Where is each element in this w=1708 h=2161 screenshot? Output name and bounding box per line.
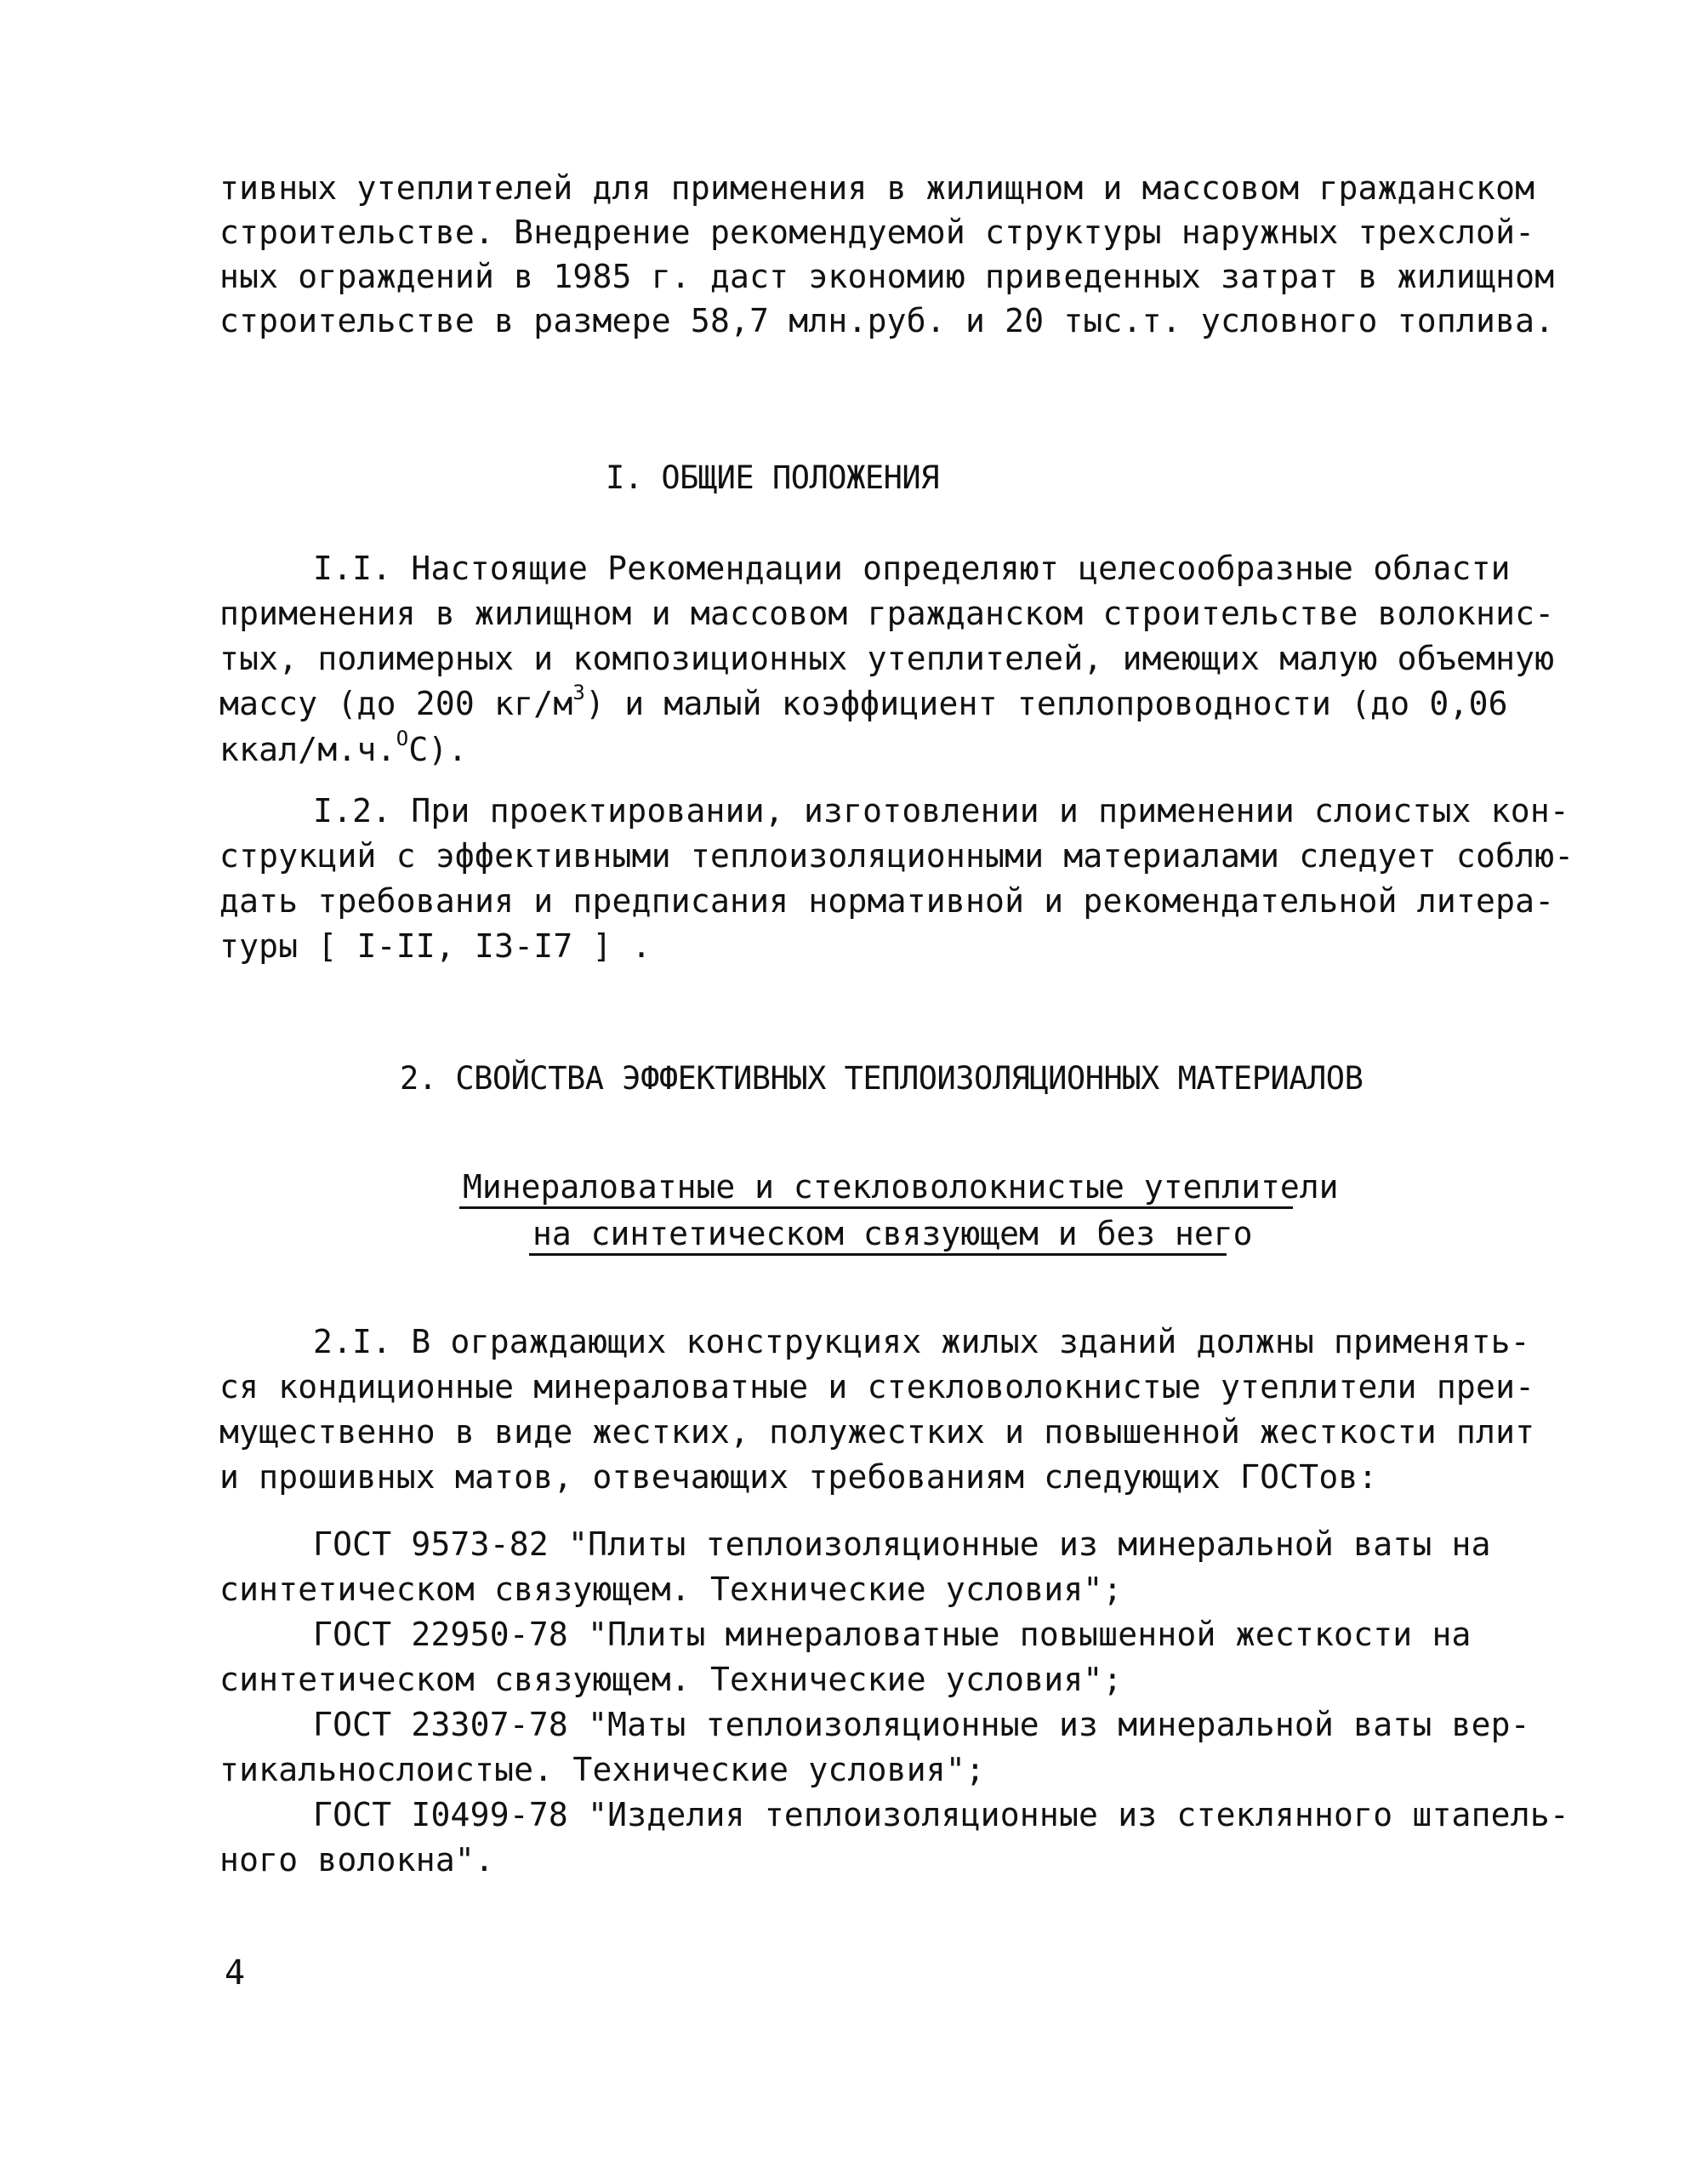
text-line: тых, полимерных и композиционных утеплителей, имеющих малую объемную bbox=[219, 640, 1555, 677]
subheading-line-2: на синтетическом связующем и без него bbox=[532, 1215, 1253, 1252]
text-line: ных ограждений в 1985 г. даст экономию приведенных затрат в жилищном bbox=[219, 258, 1555, 295]
text-line: I.2. При проектировании, изготовлении и применении слоистых кон- bbox=[313, 792, 1569, 830]
text-line: туры [ I-II, I3-I7 ] . bbox=[219, 927, 652, 965]
text-line: синтетическом связующем. Технические условия"; bbox=[219, 1661, 1123, 1698]
text-segment: ккал/м.ч. bbox=[219, 731, 396, 768]
superscript: О bbox=[396, 727, 409, 750]
text-line: 2.I. В ограждающих конструкциях жилых зданий должны применять- bbox=[313, 1323, 1530, 1360]
text-line: дать требования и предписания нормативной и рекомендательной литера- bbox=[219, 882, 1555, 920]
text-line: мущественно в виде жестких, полужестких и повышенной жесткости плит bbox=[219, 1413, 1535, 1451]
text-line: I.I. Настоящие Рекомендации определяют целесообразные области bbox=[313, 550, 1511, 587]
text-line: тивных утеплителей для применения в жилищном и массовом гражданском bbox=[219, 169, 1535, 207]
subheading-line-1: Минераловатные и стекловолокнистые утеплители bbox=[463, 1168, 1339, 1206]
gost-item: ГОСТ 23307-78 "Маты теплоизоляционные из минеральной ваты вер- bbox=[313, 1706, 1530, 1743]
gost-item: ГОСТ I0499-78 "Изделия теплоизоляционные из стеклянного штапель- bbox=[313, 1796, 1569, 1833]
text-line: и прошивных матов, отвечающих требованиям следующих ГОСТов: bbox=[219, 1458, 1378, 1496]
text-line: ся кондиционные минераловатные и стекловолокнистые утеплители преи- bbox=[219, 1368, 1535, 1406]
text-line: строительстве в размере 58,7 млн.руб. и 20 тыс.т. условного топлива. bbox=[219, 302, 1555, 339]
text-line bbox=[219, 682, 1508, 725]
section-2-heading: 2. СВОЙСТВА ЭФФЕКТИВНЫХ ТЕПЛОИЗОЛЯЦИОННЫХ МАТЕРИАЛОВ bbox=[400, 1060, 1364, 1097]
text-segment: массу (до 200 кг/м bbox=[219, 685, 573, 722]
subheading-underline bbox=[529, 1253, 1227, 1256]
text-line: строительстве. Внедрение рекомендуемой структуры наружных трехслой- bbox=[219, 214, 1535, 251]
section-1-heading: I. ОБЩИЕ ПОЛОЖЕНИЯ bbox=[606, 459, 939, 496]
subheading-underline bbox=[459, 1206, 1293, 1209]
superscript: 3 bbox=[572, 681, 586, 704]
gost-item: ГОСТ 22950-78 "Плиты минераловатные повышенной жесткости на bbox=[313, 1616, 1472, 1653]
text-segment: С). bbox=[408, 731, 468, 768]
page-number: 4 bbox=[225, 1953, 246, 1993]
text-line: ного волокна". bbox=[219, 1841, 495, 1879]
text-line bbox=[219, 728, 468, 771]
text-segment: ) и малый коэффициент теплопроводности (до 0,06 bbox=[585, 685, 1508, 722]
text-line: струкций с эффективными теплоизоляционными материалами следует соблю- bbox=[219, 837, 1574, 875]
gost-item: ГОСТ 9573-82 "Плиты теплоизоляционные из минеральной ваты на bbox=[313, 1525, 1491, 1563]
text-line: применения в жилищном и массовом гражданском строительстве волокнис- bbox=[219, 595, 1555, 632]
text-line: тикальнослоистые. Технические условия"; bbox=[219, 1751, 986, 1788]
text-line: синтетическом связующем. Технические условия"; bbox=[219, 1571, 1123, 1608]
